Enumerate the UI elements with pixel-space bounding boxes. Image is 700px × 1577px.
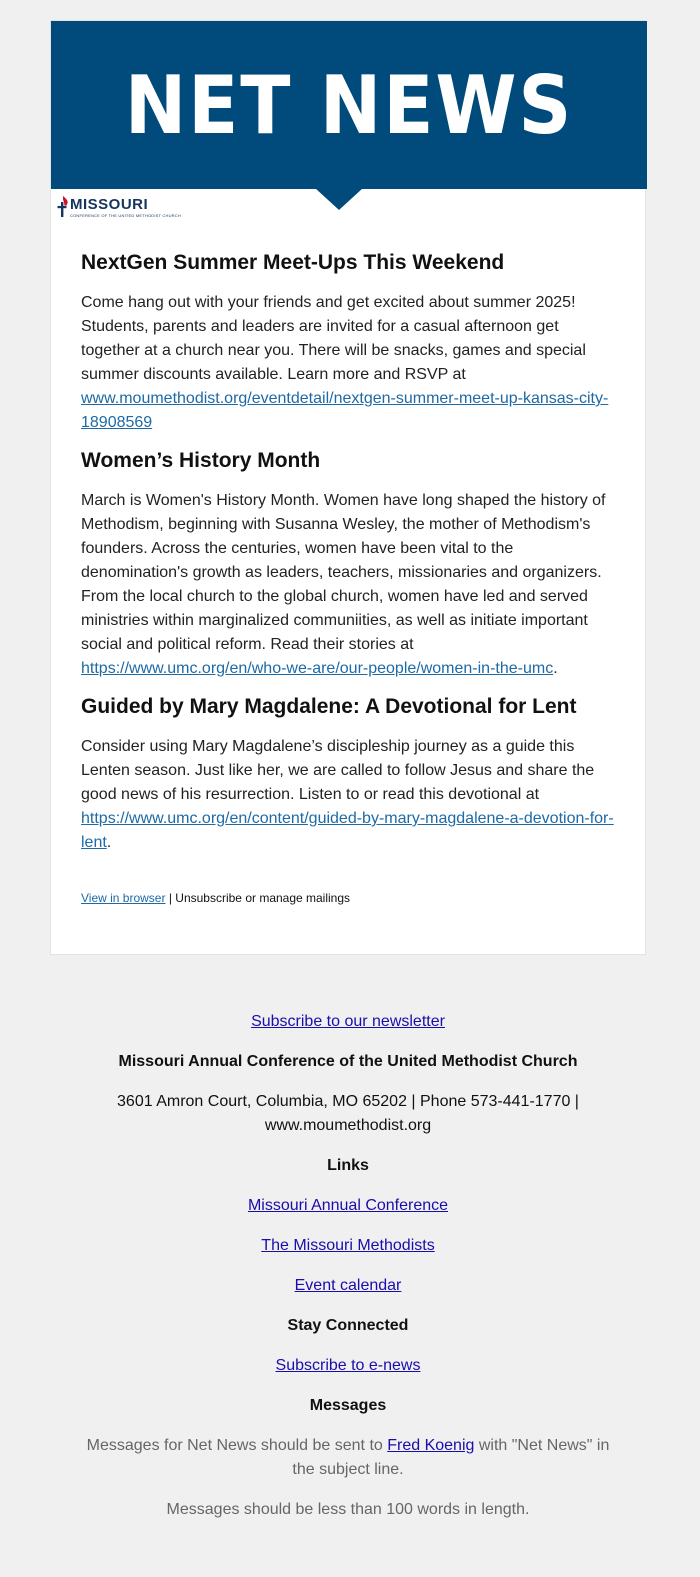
- page-footer: [50, 1010, 646, 1538]
- links-heading: Links: [327, 1157, 369, 1174]
- article-mary-magdalene: [81, 693, 617, 855]
- messages-text: Messages for Net News should be sent to: [86, 1437, 388, 1454]
- article-link[interactable]: https://www.umc.org/en/content/guided-by-mary-magdalene-a-devotion-for-lent: [81, 810, 614, 851]
- article-text: Come hang out with your friends and get excited about summer 2025! Students, parents and leaders are invited for a casual afternoon get together at a church near you. There will be snacks, games and special summer discounts available. Learn more and RSVP at: [81, 294, 586, 383]
- article-text: March is Women's History Month. Women have long shaped the history of Methodism, beginning with Susanna Wesley, the mother of Methodism's founders. Across the centuries, women have been vital to the denomination's growth as leaders, teachers, missionaries and organizers. From the local church to the global church, women have led and served ministries within marginalized communiities, as well as initiate important social and political reform. Read their stories at: [81, 492, 606, 653]
- messages-text-after: with "Net News" in the subject line.: [292, 1437, 610, 1478]
- header-banner: [51, 21, 647, 189]
- article-womens-history: [81, 447, 617, 681]
- article-body: [81, 291, 617, 435]
- banner-title: NET NEWS: [124, 58, 574, 152]
- org-name: Missouri Annual Conference of the United Methodist Church: [118, 1053, 578, 1070]
- article-title: Guided by Mary Magdalene: A Devotional for Lent: [81, 695, 577, 718]
- logo-subtitle: CONFERENCE OF THE UNITED METHODIST CHURCH: [70, 213, 181, 218]
- cross-flame-icon: [57, 196, 69, 218]
- newsletter-card: [50, 20, 646, 955]
- org-address: 3601 Amron Court, Columbia, MO 65202 | Phone 573-441-1770 | www.moumethodist.org: [117, 1093, 579, 1134]
- card-footer: [81, 891, 617, 905]
- article-text: Consider using Mary Magdalene’s discipleship journey as a guide this Lenten season. Just like her, we are called to follow Jesus and share the good news of his resurrection. Listen to or read this devotional at: [81, 738, 595, 803]
- article-title: NextGen Summer Meet-Ups This Weekend: [81, 251, 505, 274]
- missouri-annual-conference-link[interactable]: Missouri Annual Conference: [247, 1197, 449, 1214]
- article-text-after: .: [553, 660, 558, 677]
- article-nextgen: [81, 249, 617, 435]
- messages-heading: Messages: [309, 1397, 387, 1414]
- articles: [81, 249, 617, 905]
- view-in-browser-link[interactable]: View in browser: [81, 891, 166, 905]
- logo-wordmark: MISSOURI: [70, 196, 149, 213]
- messages-instructions: [50, 1434, 646, 1482]
- messages-limit: Messages should be less than 100 words in length.: [166, 1501, 530, 1518]
- event-calendar-link[interactable]: Event calendar: [294, 1277, 402, 1294]
- missouri-methodists-link[interactable]: The Missouri Methodists: [261, 1237, 435, 1254]
- article-body: [81, 735, 617, 855]
- article-link[interactable]: https://www.umc.org/en/who-we-are/our-people/women-in-the-umc: [81, 660, 554, 677]
- article-link[interactable]: www.moumethodist.org/eventdetail/nextgen-summer-meet-up-kansas-city-18908569: [81, 390, 609, 431]
- article-body: [81, 489, 617, 681]
- article-title: Women’s History Month: [81, 449, 321, 472]
- fred-koenig-link[interactable]: Fred Koenig: [387, 1437, 475, 1454]
- unsubscribe-link[interactable]: Unsubscribe or manage mailings: [175, 891, 351, 905]
- banner-notch: [315, 188, 363, 210]
- article-text-after: .: [106, 834, 112, 851]
- subscribe-newsletter-link[interactable]: Subscribe to our newsletter: [251, 1013, 445, 1030]
- missouri-logo: [57, 195, 187, 221]
- subscribe-enews-link[interactable]: Subscribe to e-news: [275, 1357, 421, 1374]
- stay-connected-heading: Stay Connected: [287, 1317, 409, 1334]
- footer-separator: |: [165, 891, 176, 905]
